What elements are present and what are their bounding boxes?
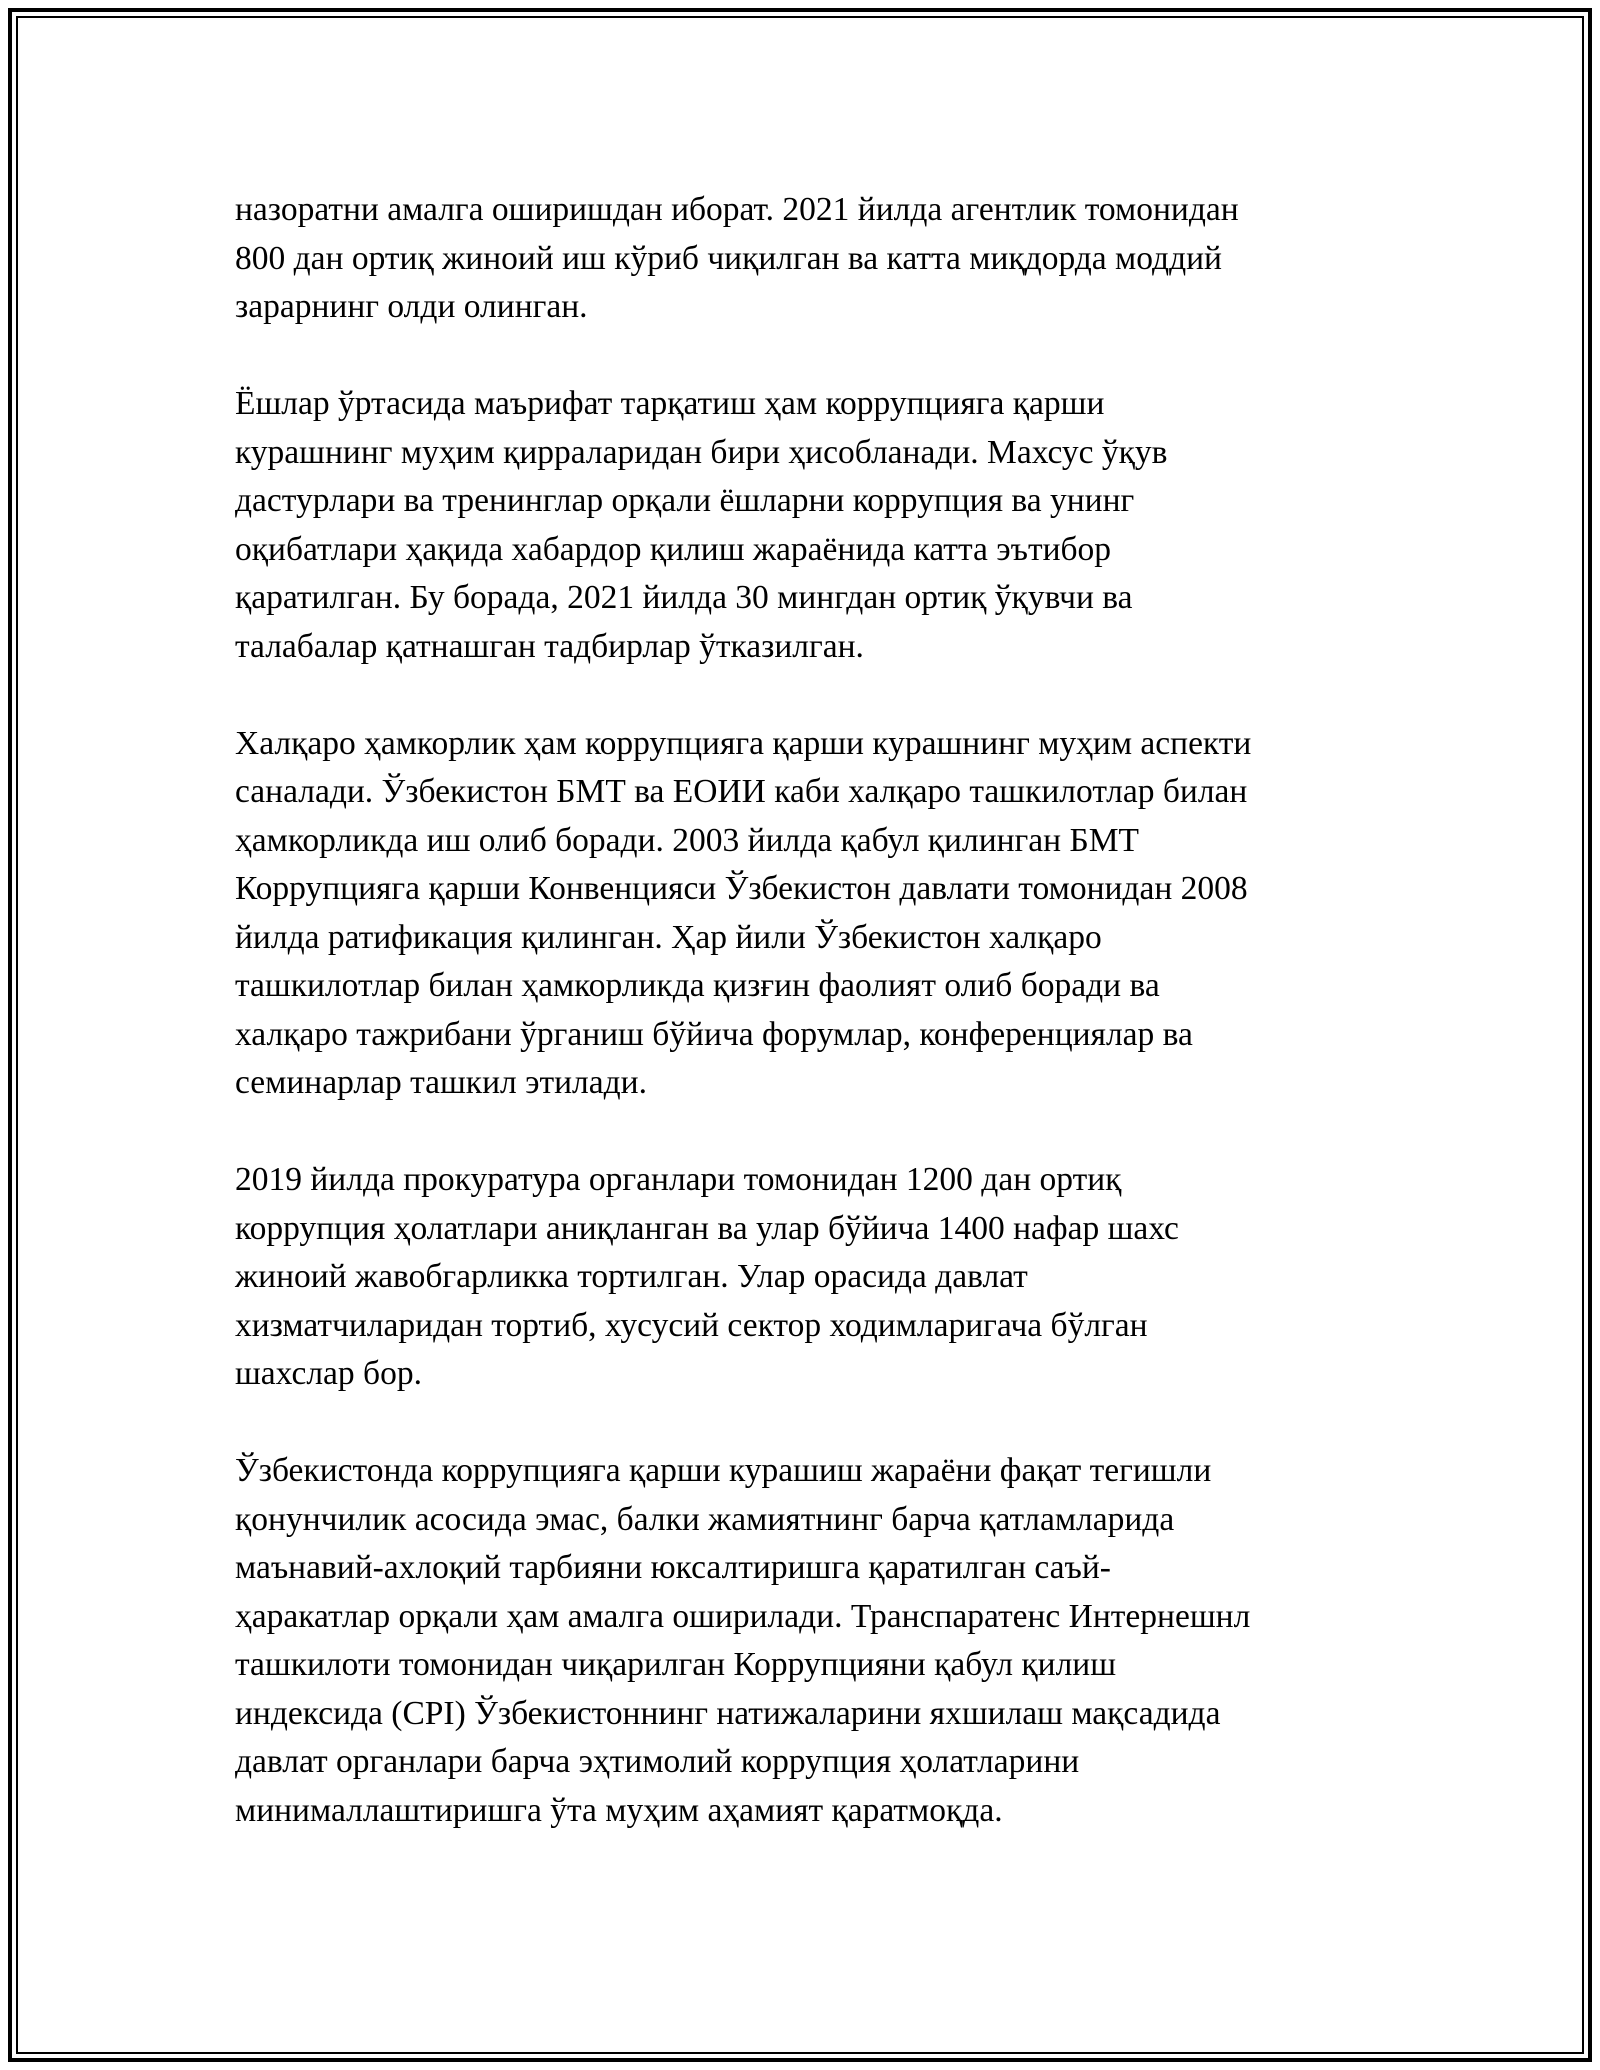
text-line: Коррупцияга қарши Конвенцияси Ўзбекистон давлати томонидан 2008 — [235, 870, 1248, 907]
text-line: қонунчилик асосида эмас, балки жамиятнинг барча қатламларида — [235, 1500, 1175, 1538]
text-line: 800 дан ортиқ жиноий иш кўриб чиқилган ва катта миқдорда моддий — [235, 239, 1222, 277]
text-line: Ёшлар ўртасида маърифат тарқатиш ҳам коррупцияга қарши — [235, 385, 1105, 422]
text-line: дастурлари ва тренинглар орқали ёшларни коррупция ва унинг — [235, 482, 1135, 519]
text-line: йилда ратификация қилинган. Ҳар йили Ўзбекистон халқаро — [235, 918, 1102, 956]
paragraph-5 — [235, 1447, 1365, 1835]
text-line: 2019 йилда прокуратура органлари томонидан 1200 дан ортиқ — [235, 1161, 1122, 1198]
text-line: курашнинг муҳим қирраларидан бири ҳисобланади. Махсус ўқув — [235, 433, 1168, 471]
text-line: оқибатлари ҳақида хабардор қилиш жараёнида катта эътибор — [235, 530, 1112, 568]
text-line: ташкилотлар билан ҳамкорликда қизғин фаолият олиб боради ва — [235, 967, 1160, 1004]
text-line: назоратни амалга оширишдан иборат. 2021 йилда агентлик томонидан — [235, 191, 1239, 228]
text-line: давлат органлари барча эҳтимолий коррупция ҳолатларини — [235, 1743, 1080, 1780]
paragraph-1 — [235, 186, 1365, 332]
text-line: шахслар бор. — [235, 1355, 422, 1392]
text-line: минималлаштиришга ўта муҳим аҳамият қаратмоқда. — [235, 1791, 1003, 1829]
text-line: хизматчиларидан тортиб, хусусий сектор ходимларигача бўлган — [235, 1306, 1148, 1344]
paragraph-4 — [235, 1156, 1365, 1399]
text-line: ташкилоти томонидан чиқарилган Коррупцияни қабул қилиш — [235, 1646, 1117, 1683]
text-line: коррупция ҳолатлари аниқланган ва улар бўйича 1400 нафар шахс — [235, 1209, 1179, 1247]
text-line: семинарлар ташкил этилади. — [235, 1064, 647, 1101]
document-body — [235, 186, 1365, 1835]
text-line: жиноий жавобгарликка тортилган. Улар орасида давлат — [235, 1258, 1028, 1295]
text-line: саналади. Ўзбекистон БМТ ва ЕОИИ каби халқаро ташкилотлар билан — [235, 773, 1248, 810]
text-line: талабалар қатнашган тадбирлар ўтказилган. — [235, 627, 864, 665]
text-line: қаратилган. Бу борада, 2021 йилда 30 мингдан ортиқ ўқувчи ва — [235, 579, 1133, 616]
text-line: ҳамкорликда иш олиб боради. 2003 йилда қабул қилинган БМТ — [235, 821, 1139, 859]
text-line: индексида (CPI) Ўзбекистоннинг натижаларини яхшилаш мақсадида — [235, 1694, 1221, 1732]
text-line: маънавий-ахлоқий тарбияни юксалтиришга қаратилган саъй- — [235, 1549, 1111, 1586]
paragraph-2 — [235, 380, 1365, 671]
paragraph-3 — [235, 720, 1365, 1108]
text-line: зарарнинг олди олинган. — [235, 288, 588, 325]
text-line: Халқаро ҳамкорлик ҳам коррупцияга қарши курашнинг муҳим аспекти — [235, 724, 1252, 762]
text-line: Ўзбекистонда коррупцияга қарши курашиш жараёни фақат тегишли — [235, 1452, 1212, 1489]
text-line: ҳаракатлар орқали ҳам амалга оширилади. Транспаратенс Интернешнл — [235, 1597, 1251, 1635]
text-line: халқаро тажрибани ўрганиш бўйича форумлар, конференциялар ва — [235, 1015, 1193, 1053]
